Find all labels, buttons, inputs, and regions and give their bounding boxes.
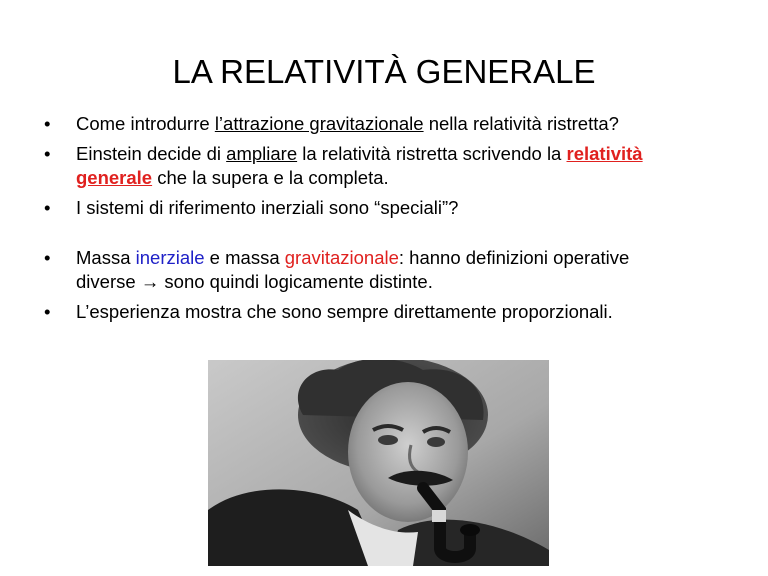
bullet-item xyxy=(40,142,740,190)
bullet-text: I sistemi di riferimento inerziali sono “speciali”? xyxy=(76,197,459,218)
bullet-text: e massa xyxy=(204,247,285,268)
bullet-text: L’esperienza mostra che sono sempre direttamente proporzionali. xyxy=(76,301,613,322)
red-term: gravitazionale xyxy=(284,247,399,268)
highlight-phrase: generale xyxy=(76,167,153,188)
bullet-item xyxy=(40,246,740,294)
bullet-marker: • xyxy=(44,197,51,218)
bullet-text: : hanno definizioni operative xyxy=(398,247,630,268)
bullet-list xyxy=(40,112,740,324)
bullet-text: Come introdurre xyxy=(76,113,215,134)
bullet-text: diverse → sono quindi logicamente distinte. xyxy=(76,271,433,292)
bullet-marker: • xyxy=(44,301,51,322)
bullet-item xyxy=(40,300,740,324)
bullet-item xyxy=(40,112,740,136)
bullet-text: la relatività ristretta scrivendo la xyxy=(297,143,567,164)
bullet-marker: • xyxy=(44,113,51,134)
bullet-marker: • xyxy=(44,143,51,164)
bullet-marker: • xyxy=(44,247,51,268)
highlight-phrase: relatività xyxy=(566,143,643,164)
bullet-text: Massa xyxy=(76,247,136,268)
underlined-phrase: l’attrazione gravitazionale xyxy=(214,113,424,134)
blue-term: inerziale xyxy=(135,247,205,268)
slide-title: LA RELATIVITÀ GENERALE xyxy=(172,53,596,90)
bullet-text: nella relatività ristretta? xyxy=(423,113,619,134)
bullet-text: Einstein decide di xyxy=(76,143,227,164)
underlined-phrase: ampliare xyxy=(226,143,298,164)
bullet-text: che la supera e la completa. xyxy=(152,167,389,188)
bullet-item xyxy=(40,196,740,220)
portrait-photo xyxy=(208,360,549,566)
